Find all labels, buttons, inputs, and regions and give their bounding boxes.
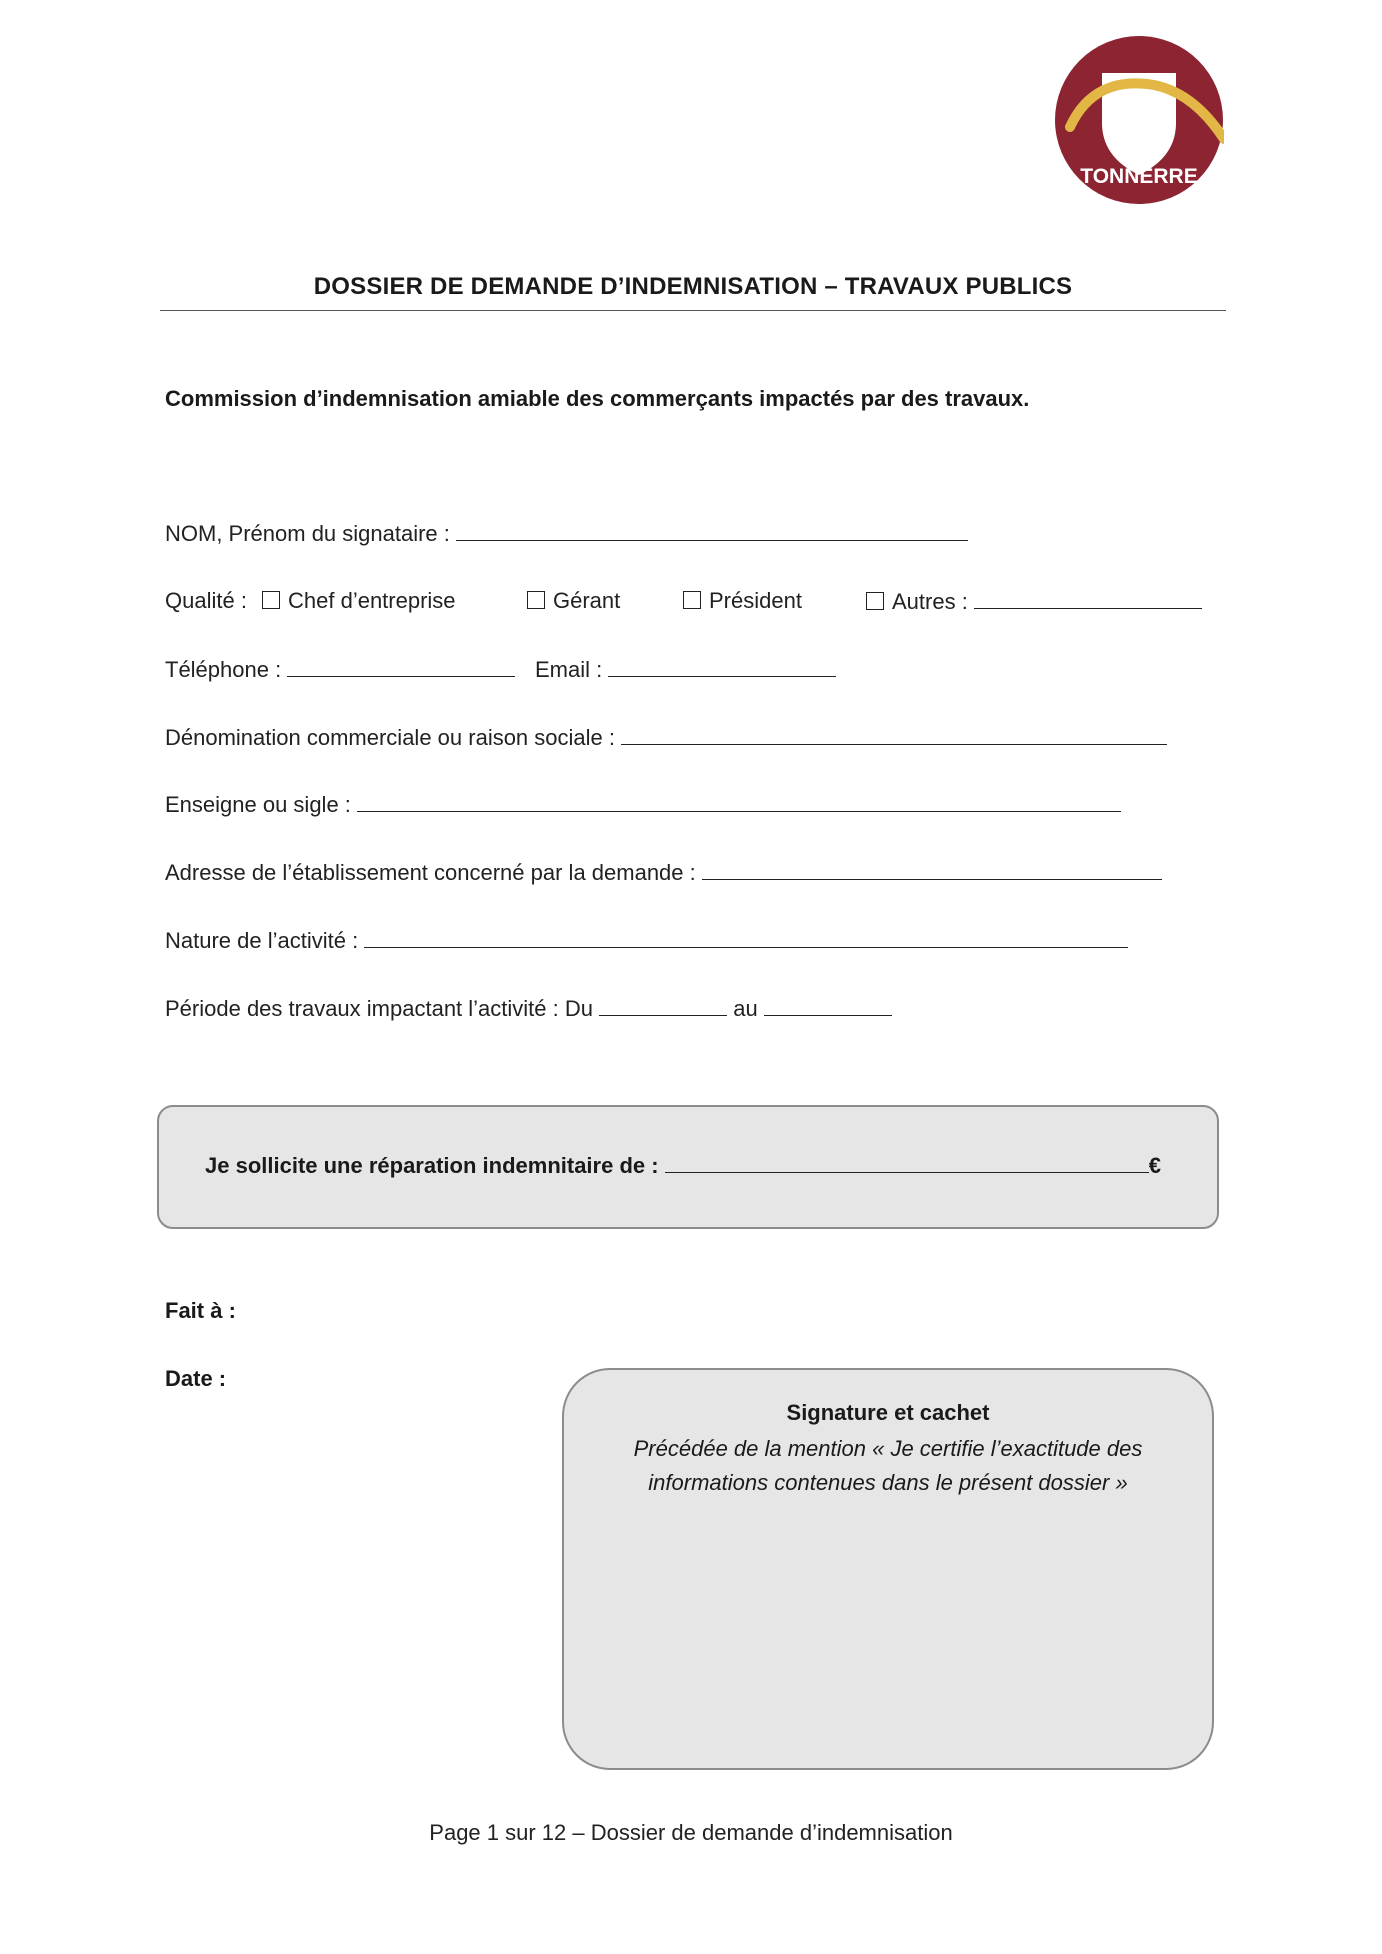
logo-text: TONNERRE (1080, 165, 1198, 188)
signature-title: Signature et cachet (786, 1400, 990, 1425)
period-label: Période des travaux impactant l’activité : Du (165, 996, 593, 1021)
activity-field[interactable] (364, 927, 1128, 948)
claim-label: Je sollicite une réparation indemnitaire de : (205, 1153, 659, 1178)
place-label: Fait à : (165, 1298, 236, 1323)
quality-option-label: Chef d’entreprise (288, 588, 456, 613)
phone-field[interactable] (287, 656, 515, 677)
address-label: Adresse de l’établissement concerné par la demande : (165, 860, 696, 885)
quality-option-label: Président (709, 588, 802, 613)
quality-option-gerant[interactable] (527, 588, 620, 614)
brand-field[interactable] (357, 791, 1121, 812)
date-label: Date : (165, 1366, 227, 1391)
brand-row (165, 791, 1121, 818)
checkbox-icon[interactable] (262, 591, 280, 609)
quality-option-president[interactable] (683, 588, 802, 614)
company-name-field[interactable] (621, 724, 1167, 745)
email-row (535, 656, 836, 683)
activity-label: Nature de l’activité : (165, 928, 359, 953)
company-name-row (165, 724, 1167, 751)
period-to-field[interactable] (764, 995, 892, 1016)
address-row (165, 859, 1162, 886)
signatory-field[interactable] (456, 520, 968, 541)
quality-option-chef[interactable] (262, 588, 456, 614)
period-row (165, 995, 892, 1022)
period-from-field[interactable] (599, 995, 727, 1016)
page-title: DOSSIER DE DEMANDE D’INDEMNISATION – TRAVAUX PUBLICS (313, 273, 1073, 300)
email-field[interactable] (608, 656, 836, 677)
email-label: Email : (535, 657, 603, 682)
phone-label: Téléphone : (165, 657, 282, 682)
quality-label: Qualité : (165, 588, 247, 613)
quality-option-label: Autres : (892, 589, 968, 614)
checkbox-icon[interactable] (683, 591, 701, 609)
signatory-label: NOM, Prénom du signataire : (165, 521, 450, 546)
tonnerre-logo (1054, 35, 1224, 205)
checkbox-icon[interactable] (866, 592, 884, 610)
signatory-row (165, 520, 968, 547)
page-footer: Page 1 sur 12 – Dossier de demande d’indemnisation (429, 1820, 953, 1845)
checkbox-icon[interactable] (527, 591, 545, 609)
phone-row (165, 656, 515, 683)
signature-box[interactable] (562, 1368, 1214, 1770)
commission-subtitle: Commission d’indemnisation amiable des commerçants impactés par des travaux. (165, 386, 1030, 411)
address-field[interactable] (702, 859, 1162, 880)
period-to-label: au (733, 996, 758, 1021)
autres-field[interactable] (974, 588, 1202, 609)
brand-label: Enseigne ou sigle : (165, 792, 351, 817)
company-name-label: Dénomination commerciale ou raison sociale : (165, 725, 615, 750)
currency-symbol: € (1148, 1153, 1161, 1178)
claim-amount-field[interactable] (665, 1152, 1149, 1173)
quality-option-label: Gérant (553, 588, 621, 613)
logo-emblem (1054, 35, 1224, 205)
activity-row (165, 927, 1128, 954)
signature-note: Précédée de la mention « Je certifie l’exactitude des informations contenues dans le présent dossier » (633, 1436, 1143, 1495)
quality-option-autres[interactable] (866, 588, 1202, 615)
title-divider (160, 310, 1226, 311)
claim-row (205, 1152, 1161, 1179)
